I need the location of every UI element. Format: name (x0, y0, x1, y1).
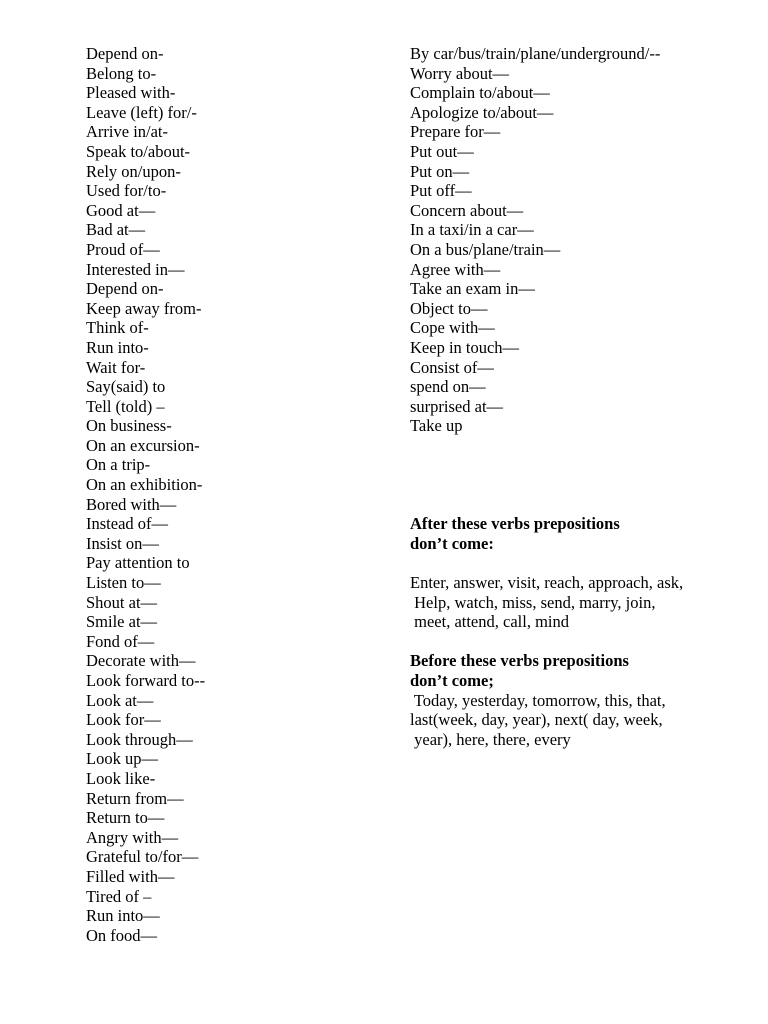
phrase-line: Put off— (410, 181, 472, 201)
phrase-line: surprised at— (410, 396, 504, 416)
phrase-line: Smile at— (86, 612, 158, 632)
heading-line: Before these verbs prepositions (410, 651, 629, 671)
phrase-line: On food— (86, 925, 158, 945)
phrase-line: In a taxi/in a car— (410, 220, 534, 240)
phrase-line: Return from— (86, 788, 184, 808)
phrase-line: Say(said) to (86, 377, 166, 397)
phrase-line: Proud of— (86, 239, 160, 259)
phrase-line: Speak to/about- (86, 141, 191, 161)
phrase-line: Complain to/about— (410, 83, 550, 103)
before-verbs-list (410, 691, 750, 750)
word-list-line: year), here, there, every (410, 729, 571, 749)
phrase-line: Depend on- (86, 279, 164, 299)
heading-line: don’t come: (410, 533, 494, 553)
phrase-line: Look like- (86, 768, 156, 788)
phrase-line: Grateful to/for— (86, 847, 199, 867)
phrase-line: Used for/to- (86, 181, 167, 201)
phrase-line: Look at— (86, 690, 154, 710)
phrase-line: Angry with— (86, 827, 179, 847)
phrase-line: Consist of— (410, 357, 494, 377)
phrase-line: Agree with— (410, 259, 501, 279)
phrase-line: Look up— (86, 749, 158, 769)
phrase-line: spend on— (410, 377, 486, 397)
phrase-line: Tell (told) – (86, 396, 165, 416)
phrase-line: Listen to— (86, 573, 161, 593)
phrase-line: Think of- (86, 318, 149, 338)
phrase-line: Look through— (86, 729, 193, 749)
phrase-line: Belong to- (86, 63, 157, 83)
phrase-line: Insist on— (86, 533, 159, 553)
left-phrase-column (86, 44, 386, 945)
word-list-line: Today, yesterday, tomorrow, this, that, (410, 690, 666, 710)
right-phrase-column (410, 44, 750, 749)
left-phrase-list (86, 44, 386, 945)
right-phrase-list (410, 44, 750, 436)
phrase-line: Leave (left) for/- (86, 102, 197, 122)
phrase-line: By car/bus/train/plane/underground/-- (410, 44, 661, 63)
phrase-line: Decorate with— (86, 651, 196, 671)
phrase-line: Run into— (86, 906, 160, 926)
phrase-line: Bored with— (86, 494, 177, 514)
phrase-line: Pleased with- (86, 83, 176, 103)
phrase-line: Keep in touch— (410, 337, 520, 357)
verb-list-line: Enter, answer, visit, reach, approach, ask, (410, 573, 684, 593)
phrase-line: Good at— (86, 200, 156, 220)
phrase-line: Wait for- (86, 357, 146, 377)
phrase-line: Prepare for— (410, 122, 501, 142)
phrase-line: Take an exam in— (410, 279, 535, 299)
phrase-line: Keep away from- (86, 298, 202, 318)
phrase-line: Put on— (410, 161, 470, 181)
phrase-line: On a trip- (86, 455, 151, 475)
phrase-line: Object to— (410, 298, 488, 318)
phrase-line: Return to— (86, 808, 165, 828)
phrase-line: Tired of – (86, 886, 152, 906)
phrase-line: Arrive in/at- (86, 122, 169, 142)
phrase-line: Put out— (410, 141, 474, 161)
verb-list-line: meet, attend, call, mind (410, 612, 569, 632)
phrase-line: Look for— (86, 710, 161, 730)
phrase-line: On a bus/plane/train— (410, 239, 561, 259)
phrase-line: Bad at— (86, 220, 146, 240)
phrase-line: Cope with— (410, 318, 495, 338)
phrase-line: Fond of— (86, 631, 155, 651)
phrase-line: Worry about— (410, 63, 510, 83)
phrase-line: Rely on/upon- (86, 161, 181, 181)
phrase-line: Shout at— (86, 592, 158, 612)
after-verbs-heading (410, 514, 750, 553)
phrase-line: Filled with— (86, 866, 175, 886)
phrase-line: Run into- (86, 337, 149, 357)
phrase-line: On an exhibition- (86, 475, 203, 495)
after-verbs-list (410, 573, 750, 632)
before-verbs-heading (410, 651, 750, 690)
phrase-line: On business- (86, 416, 172, 436)
phrase-line: On an excursion- (86, 435, 200, 455)
phrase-line: Depend on- (86, 44, 164, 63)
phrase-line: Pay attention to (86, 553, 190, 573)
phrase-line: Apologize to/about— (410, 102, 554, 122)
phrase-line: Look forward to-- (86, 671, 206, 690)
verb-list-line: Help, watch, miss, send, marry, join, (410, 592, 656, 612)
phrase-line: Instead of— (86, 514, 169, 534)
heading-line: After these verbs prepositions (410, 514, 620, 534)
phrase-line: Interested in— (86, 259, 185, 279)
phrase-line: Concern about— (410, 200, 524, 220)
heading-line: don’t come; (410, 671, 494, 690)
word-list-line: last(week, day, year), next( day, week, (410, 710, 663, 730)
phrase-line: Take up (410, 416, 463, 436)
